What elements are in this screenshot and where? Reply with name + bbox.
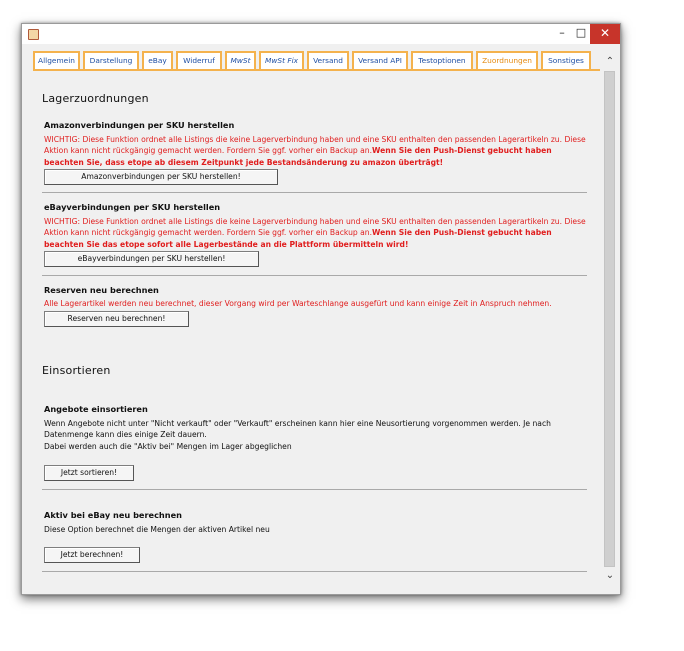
tab-versand[interactable]: Versand xyxy=(307,51,349,69)
ebay-title: eBayverbindungen per SKU herstellen xyxy=(44,202,221,212)
minimize-button[interactable]: – xyxy=(559,26,565,39)
angebote-description-2: Dabei werden auch die "Aktiv bei" Mengen im Lager abgeglichen xyxy=(44,442,292,451)
reserven-title: Reserven neu berechnen xyxy=(44,285,159,295)
aktiv-title: Aktiv bei eBay neu berechnen xyxy=(44,510,182,520)
angebote-title: Angebote einsortieren xyxy=(44,404,148,414)
separator xyxy=(42,571,587,572)
tab-ebay[interactable]: eBay xyxy=(142,51,173,69)
tab-mwst-fix[interactable]: MwSt Fix xyxy=(259,51,304,69)
amazon-sku-button[interactable]: Amazonverbindungen per SKU herstellen! xyxy=(44,169,278,185)
amazon-warning-bold: Wenn Sie den Push-Dienst gebucht haben beachten Sie, dass etope ab diesem Zeitpunkt jede Bestandsänderung zu amazon überträgt! xyxy=(44,146,552,167)
settings-content xyxy=(22,24,602,594)
scroll-down-icon[interactable]: ⌄ xyxy=(605,570,615,581)
maximize-button[interactable]: □ xyxy=(575,26,587,39)
berechnen-button[interactable]: Jetzt berechnen! xyxy=(44,547,140,563)
tab-sonstiges[interactable]: Sonstiges xyxy=(541,51,591,69)
ebay-warning: WICHTIG: Diese Funktion ordnet alle Listings die keine Lagerverbindung haben und eine SKU enthalten den passenden Lagerartikeln zu. Diese Aktion kann nicht rückgängig gemacht werden. Fordern Sie ggf. vorher ein Backup an.Wenn Sie den Push-Dienst gebucht haben beachten Sie das etope sofort alle Lagerbestände an die Plattform übermitteln wird! xyxy=(44,217,586,249)
separator xyxy=(42,192,587,193)
aktiv-description: Diese Option berechnet die Mengen der aktiven Artikel neu xyxy=(44,525,270,534)
tab-allgemein[interactable]: Allgemein xyxy=(33,51,80,69)
tab-mwst[interactable]: MwSt xyxy=(225,51,256,69)
tab-strip xyxy=(33,51,611,70)
tab-underline xyxy=(33,69,600,71)
separator xyxy=(42,489,587,490)
close-button[interactable]: ✕ xyxy=(590,24,620,44)
separator xyxy=(42,275,587,276)
scroll-thumb[interactable] xyxy=(604,71,615,567)
vertical-scrollbar[interactable] xyxy=(602,54,618,588)
tab-testoptionen[interactable]: Testoptionen xyxy=(411,51,473,69)
scroll-up-icon[interactable]: ⌃ xyxy=(605,56,615,67)
sortieren-button[interactable]: Jetzt sortieren! xyxy=(44,465,134,481)
tab-widerruf[interactable]: Widerruf xyxy=(176,51,222,69)
settings-window xyxy=(21,23,621,595)
reserven-button[interactable]: Reserven neu berechnen! xyxy=(44,311,189,327)
tab-zuordnungen[interactable]: Zuordnungen xyxy=(476,51,538,69)
ebay-sku-button[interactable]: eBayverbindungen per SKU herstellen! xyxy=(44,251,259,267)
section-heading-einsortieren: Einsortieren xyxy=(42,364,111,377)
tab-darstellung[interactable]: Darstellung xyxy=(83,51,139,69)
angebote-description: Wenn Angebote nicht unter "Nicht verkauft" oder "Verkauft" erscheinen kann hier eine Neusortierung vorgenommen werden. Je nach Datenmenge kann dies einige Zeit dauern. xyxy=(44,419,551,440)
reserven-warning: Alle Lagerartikel werden neu berechnet, dieser Vorgang wird per Warteschlange ausgefürt und kann einige Zeit in Anspruch nehmen. xyxy=(44,299,552,308)
amazon-warning: WICHTIG: Diese Funktion ordnet alle Listings die keine Lagerverbindung haben und eine SKU enthalten den passenden Lagerartikeln zu. Diese Aktion kann nicht rückgängig gemacht werden. Fordern Sie ggf. vorher ein Backup an.Wenn Sie den Push-Dienst gebucht haben beachten Sie, dass etope ab diesem Zeitpunkt jede Bestandsänderung zu amazon überträgt! xyxy=(44,135,586,167)
amazon-title: Amazonverbindungen per SKU herstellen xyxy=(44,120,235,130)
ebay-warning-bold: Wenn Sie den Push-Dienst gebucht haben beachten Sie das etope sofort alle Lagerbestände an die Plattform übermitteln wird! xyxy=(44,228,552,249)
tab-versand-api[interactable]: Versand API xyxy=(352,51,408,69)
section-heading-lagerzuordnungen: Lagerzuordnungen xyxy=(42,92,149,105)
